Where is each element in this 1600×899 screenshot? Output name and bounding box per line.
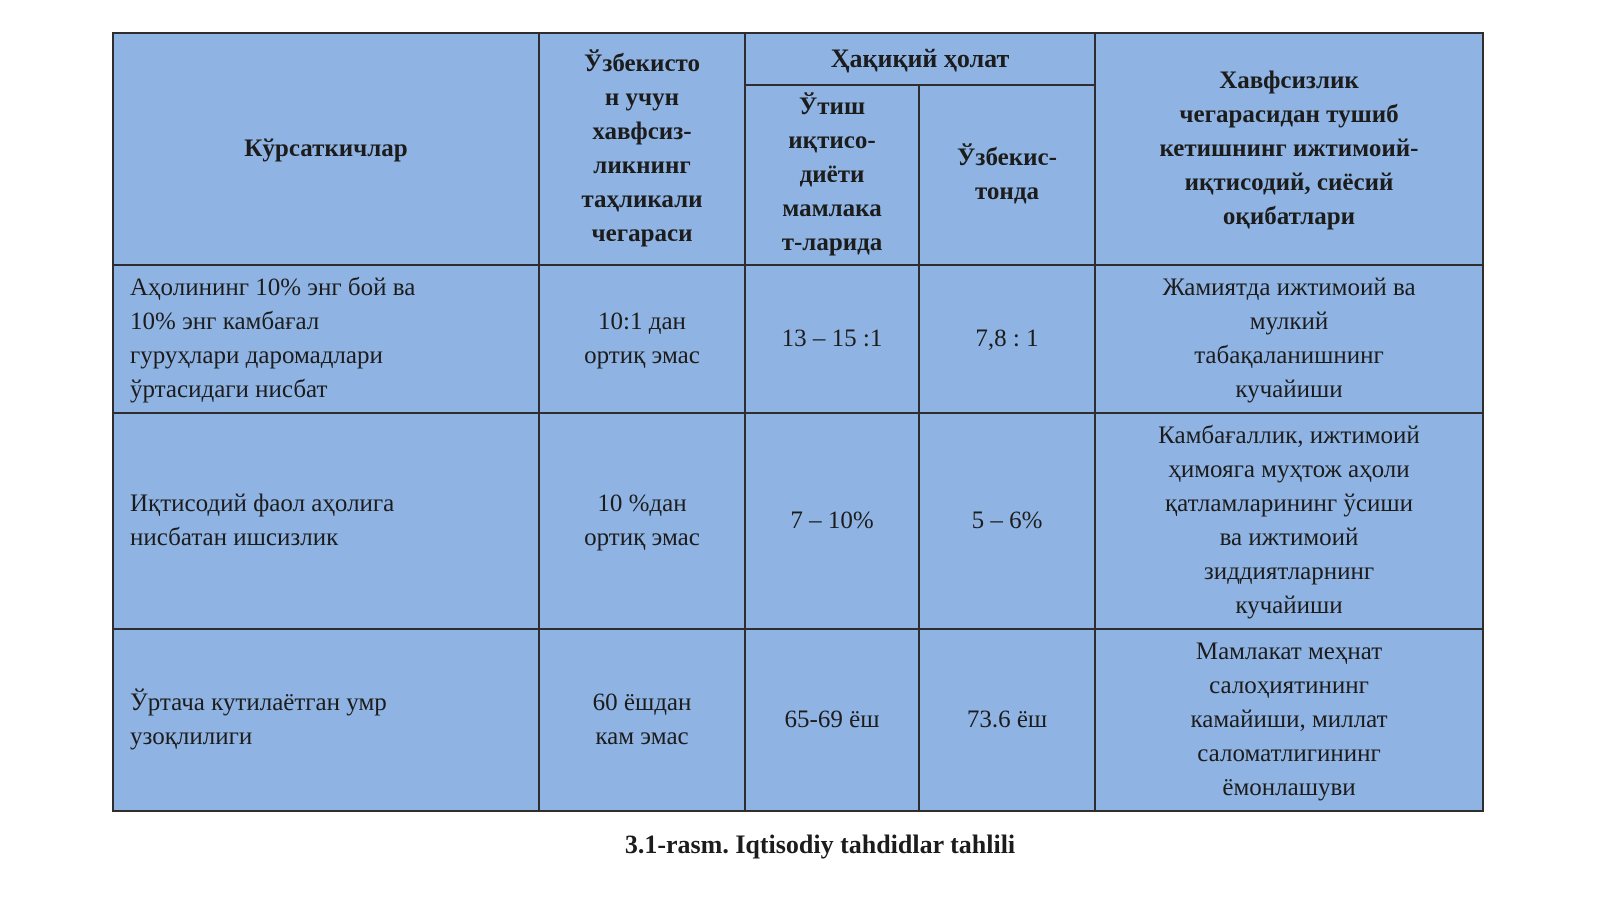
- row-threshold: 60 ёшдан кам эмас: [539, 629, 745, 811]
- table-row: [113, 413, 1483, 629]
- figure-caption: 3.1-rasm. Iqtisodiy tahdidlar tahlili: [624, 830, 1016, 859]
- threat-analysis-table-container: [112, 32, 1484, 812]
- row-consequence: Жамиятда ижтимоий ва мулкий табақаланишнинг кучайиши: [1095, 265, 1483, 413]
- row-uzbekistan-value: 7,8 : 1: [919, 265, 1095, 413]
- header-transition-countries: Ўтиш иқтисо- диёти мамлака т-ларида: [745, 85, 919, 265]
- header-actual-state: Ҳақиқий ҳолат: [745, 33, 1095, 85]
- row-transition-value: 65-69 ёш: [745, 629, 919, 811]
- row-indicator: Ўртача кутилаётган умр узоқлилиги: [113, 629, 539, 811]
- header-uzbekistan: Ўзбекис- тонда: [919, 85, 1095, 265]
- row-threshold: 10 %дан ортиқ эмас: [539, 413, 745, 629]
- row-transition-value: 13 – 15 :1: [745, 265, 919, 413]
- row-indicator: Аҳолининг 10% энг бой ва 10% энг камбағал гуруҳлари даромадлари ўртасидаги нисбат: [113, 265, 539, 413]
- header-threshold: Ўзбекисто н учун хавфсиз- ликнинг таҳликали чегараси: [539, 33, 745, 265]
- row-consequence: Мамлакат меҳнат салоҳиятининг камайиши, миллат саломатлигининг ёмонлашуви: [1095, 629, 1483, 811]
- row-threshold: 10:1 дан ортиқ эмас: [539, 265, 745, 413]
- table-row: [113, 629, 1483, 811]
- header-indicators: Кўрсаткичлар: [113, 33, 539, 265]
- header-consequences: Хавфсизлик чегарасидан тушиб кетишнинг ижтимоий- иқтисодий, сиёсий оқибатлари: [1095, 33, 1483, 265]
- row-indicator: Иқтисодий фаол аҳолига нисбатан ишсизлик: [113, 413, 539, 629]
- threat-analysis-table: [112, 32, 1484, 812]
- row-uzbekistan-value: 5 – 6%: [919, 413, 1095, 629]
- row-consequence: Камбағаллик, ижтимоий ҳимояга муҳтож аҳоли қатламларининг ўсиши ва ижтимоий зиддиятларнинг кучайиши: [1095, 413, 1483, 629]
- row-transition-value: 7 – 10%: [745, 413, 919, 629]
- table-row: [113, 265, 1483, 413]
- row-uzbekistan-value: 73.6 ёш: [919, 629, 1095, 811]
